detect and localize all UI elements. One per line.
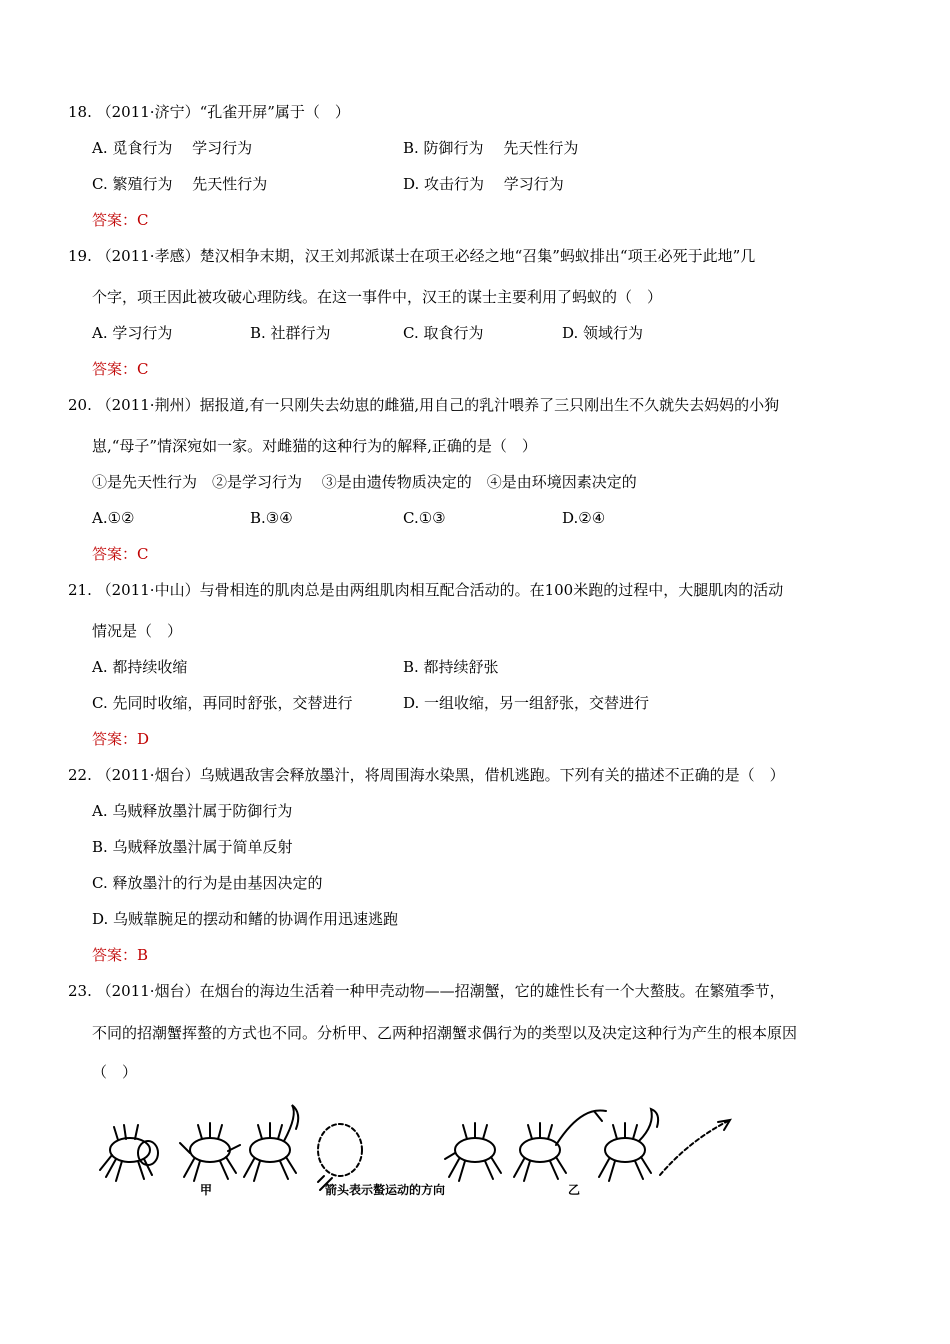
q20-stem-line2: 崽,“母子”情深宛如一家。对雌猫的这种行为的解释,正确的是（ ） (92, 437, 537, 455)
q21-option-d: D. 一组收缩，另一组舒张，交替进行 (403, 694, 650, 712)
q20-stem-line1: 20. （2011·荆州）据报道,有一只刚失去幼崽的雌猫,用自己的乳汁喂养了三只刚出生不久就失去妈妈的小狗 (68, 396, 780, 414)
q20-option-d: D.②④ (562, 509, 606, 527)
q23-stem-line1: 23. （2011·烟台）在烟台的海边生活着一种甲壳动物——招潮蟹，它的雄性长有一个大螯肢。在繁殖季节， (68, 982, 785, 1000)
q18-option-b: B. 防御行为 先天性行为 (403, 139, 579, 157)
crab-illustration (599, 1109, 658, 1181)
q21-option-b: B. 都持续舒张 (403, 658, 499, 676)
q20-option-c: C.①③ (403, 509, 446, 527)
q22-option-c: C. 释放墨汁的行为是由基因决定的 (92, 874, 323, 892)
q22-answer: 答案：B (92, 946, 149, 964)
q18-stem: 18. （2011·济宁）“孔雀开屏”属于（ ） (68, 103, 350, 121)
q18-option-c: C. 繁殖行为 先天性行为 (92, 175, 268, 193)
q20-option-b: B.③④ (250, 509, 293, 527)
q22-option-d: D. 乌贼靠腕足的摆动和鳍的协调作用迅速逃跑 (92, 910, 399, 928)
figure-label-jia: 甲 (200, 1183, 213, 1197)
figure-caption: 箭头表示螯运动的方向 (325, 1183, 446, 1197)
q19-option-a: A. 学习行为 (92, 324, 173, 342)
q19-option-b: B. 社群行为 (250, 324, 331, 342)
q23-stem-line2: 不同的招潮蟹挥螯的方式也不同。分析甲、乙两种招潮蟹求偶行为的类型以及决定这种行为产生的根本原因 (92, 1024, 798, 1042)
q20-statements: ①是先天性行为 ②是学习行为 ③是由遗传物质决定的 ④是由环境因素决定的 (92, 473, 637, 491)
crab-illustration (100, 1125, 158, 1181)
q23-stem-line3: （ ） (92, 1063, 138, 1081)
crab-illustration (514, 1111, 606, 1182)
q19-option-c: C. 取食行为 (403, 324, 484, 342)
fiddler-crab-figure (90, 1095, 740, 1205)
q21-stem-line1: 21. （2011·中山）与骨相连的肌肉总是由两组肌肉相互配合活动的。在100米跑的过程中，大腿肌肉的活动 (68, 581, 784, 599)
q21-option-c: C. 先同时收缩，再同时舒张，交替进行 (92, 694, 353, 712)
crab-illustration (445, 1123, 501, 1181)
q22-option-a: A. 乌贼释放墨汁属于防御行为 (92, 802, 293, 820)
q19-option-d: D. 领域行为 (562, 324, 644, 342)
crab-illustration (244, 1105, 298, 1181)
crab-illustration (180, 1123, 240, 1181)
q20-answer: 答案：C (92, 545, 149, 563)
q22-option-b: B. 乌贼释放墨汁属于简单反射 (92, 838, 293, 856)
q18-option-d: D. 攻击行为 学习行为 (403, 175, 564, 193)
q21-answer: 答案：D (92, 730, 150, 748)
q18-option-a: A. 觅食行为 学习行为 (92, 139, 253, 157)
q19-stem-line2: 个字，项王因此被攻破心理防线。在这一事件中，汉王的谋士主要利用了蚂蚁的（ ） (92, 288, 663, 306)
q19-stem-line1: 19. （2011·孝感）楚汉相争末期，汉王刘邦派谋士在项王必经之地“召集”蚂蚁排出“项王必死于此地”几 (68, 247, 756, 265)
q19-answer: 答案：C (92, 360, 149, 378)
q21-option-a: A. 都持续收缩 (92, 658, 188, 676)
q18-answer: 答案：C (92, 211, 149, 229)
q21-stem-line2: 情况是（ ） (92, 622, 183, 640)
q20-option-a: A.①② (92, 509, 135, 527)
arrow-line (660, 1120, 730, 1175)
figure-label-yi: 乙 (568, 1183, 581, 1197)
q22-stem: 22. （2011·烟台）乌贼遇敌害会释放墨汁，将周围海水染黑，借机逃跑。下列有关的描述不正确的是（ ） (68, 766, 785, 784)
